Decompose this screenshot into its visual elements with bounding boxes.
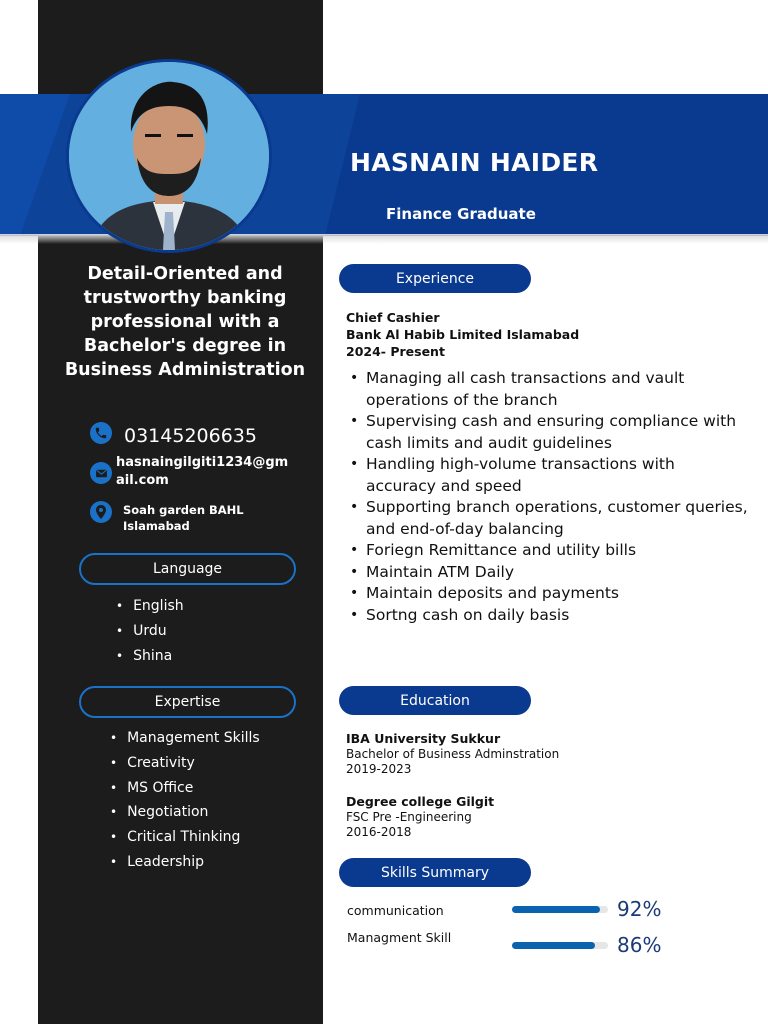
education-entry	[346, 731, 559, 778]
experience-heading: Experience	[339, 264, 531, 293]
school-name: Degree college Gilgit	[346, 794, 495, 809]
list-item: • Negotiation	[110, 800, 260, 825]
address: Soah garden BAHL Islamabad	[123, 503, 244, 533]
skill-bar-fill	[512, 942, 595, 949]
list-item: • MS Office	[110, 775, 260, 800]
phone-number: 03145206635	[124, 425, 257, 447]
language-heading: Language	[79, 553, 296, 585]
education-entry	[346, 794, 494, 841]
list-item: • Foriegn Remittance and utility bills	[348, 540, 748, 562]
list-item: • Handling high-volume transactions with accuracy and speed	[348, 454, 748, 497]
email-address: hasnaingilgiti1234@gmail.com	[116, 455, 289, 488]
skill-percent: 92%	[617, 897, 662, 921]
skill-label: Managment Skill	[347, 930, 452, 945]
school-name: IBA University Sukkur	[346, 731, 501, 746]
degree-name: Bachelor of Business Adminstration	[346, 746, 560, 761]
list-item: • Managing all cash transactions and vault operations of the branch	[348, 368, 748, 411]
list-item: • Shina	[116, 643, 184, 668]
list-item: • Management Skills	[110, 726, 260, 751]
skills-heading: Skills Summary	[339, 858, 531, 887]
duties-list	[348, 368, 748, 626]
job-position: Chief Cashier	[346, 310, 440, 325]
list-item: • English	[116, 594, 184, 619]
study-years: 2019-2023	[346, 762, 412, 776]
candidate-title: Finance Graduate	[386, 205, 536, 223]
skill-bar-track	[512, 942, 608, 949]
job-period: 2024- Present	[346, 344, 445, 359]
avatar	[69, 62, 269, 250]
location-pin-icon	[90, 501, 112, 523]
list-item: • Creativity	[110, 751, 260, 776]
job-company: Bank Al Habib Limited Islamabad	[346, 327, 580, 342]
profile-summary: Detail-Oriented and trustworthy banking professional with a Bachelor's degree in Business Administration	[64, 264, 306, 380]
skill-bar-fill	[512, 906, 600, 913]
candidate-name: HASNAIN HAIDER	[350, 148, 599, 177]
list-item: • Critical Thinking	[110, 825, 260, 850]
language-list	[116, 594, 184, 668]
list-item: • Sortng cash on daily basis	[348, 605, 748, 627]
list-item: • Maintain deposits and payments	[348, 583, 748, 605]
education-heading: Education	[339, 686, 531, 715]
study-years: 2016-2018	[346, 825, 412, 839]
skill-percent: 86%	[617, 933, 662, 957]
list-item: • Supporting branch operations, customer queries, and end-of-day balancing	[348, 497, 748, 540]
expertise-heading: Expertise	[79, 686, 296, 718]
job-header	[346, 309, 579, 360]
email-icon	[90, 462, 112, 484]
skill-bar-track	[512, 906, 608, 913]
expertise-list	[110, 726, 260, 874]
list-item: • Maintain ATM Daily	[348, 562, 748, 584]
skill-label: communication	[347, 903, 444, 918]
profile-photo	[66, 59, 272, 253]
list-item: • Supervising cash and ensuring compliance with cash limits and audit guidelines	[348, 411, 748, 454]
phone-icon	[90, 422, 112, 444]
degree-name: FSC Pre -Engineering	[346, 809, 472, 824]
list-item: • Urdu	[116, 619, 184, 644]
list-item: • Leadership	[110, 849, 260, 874]
